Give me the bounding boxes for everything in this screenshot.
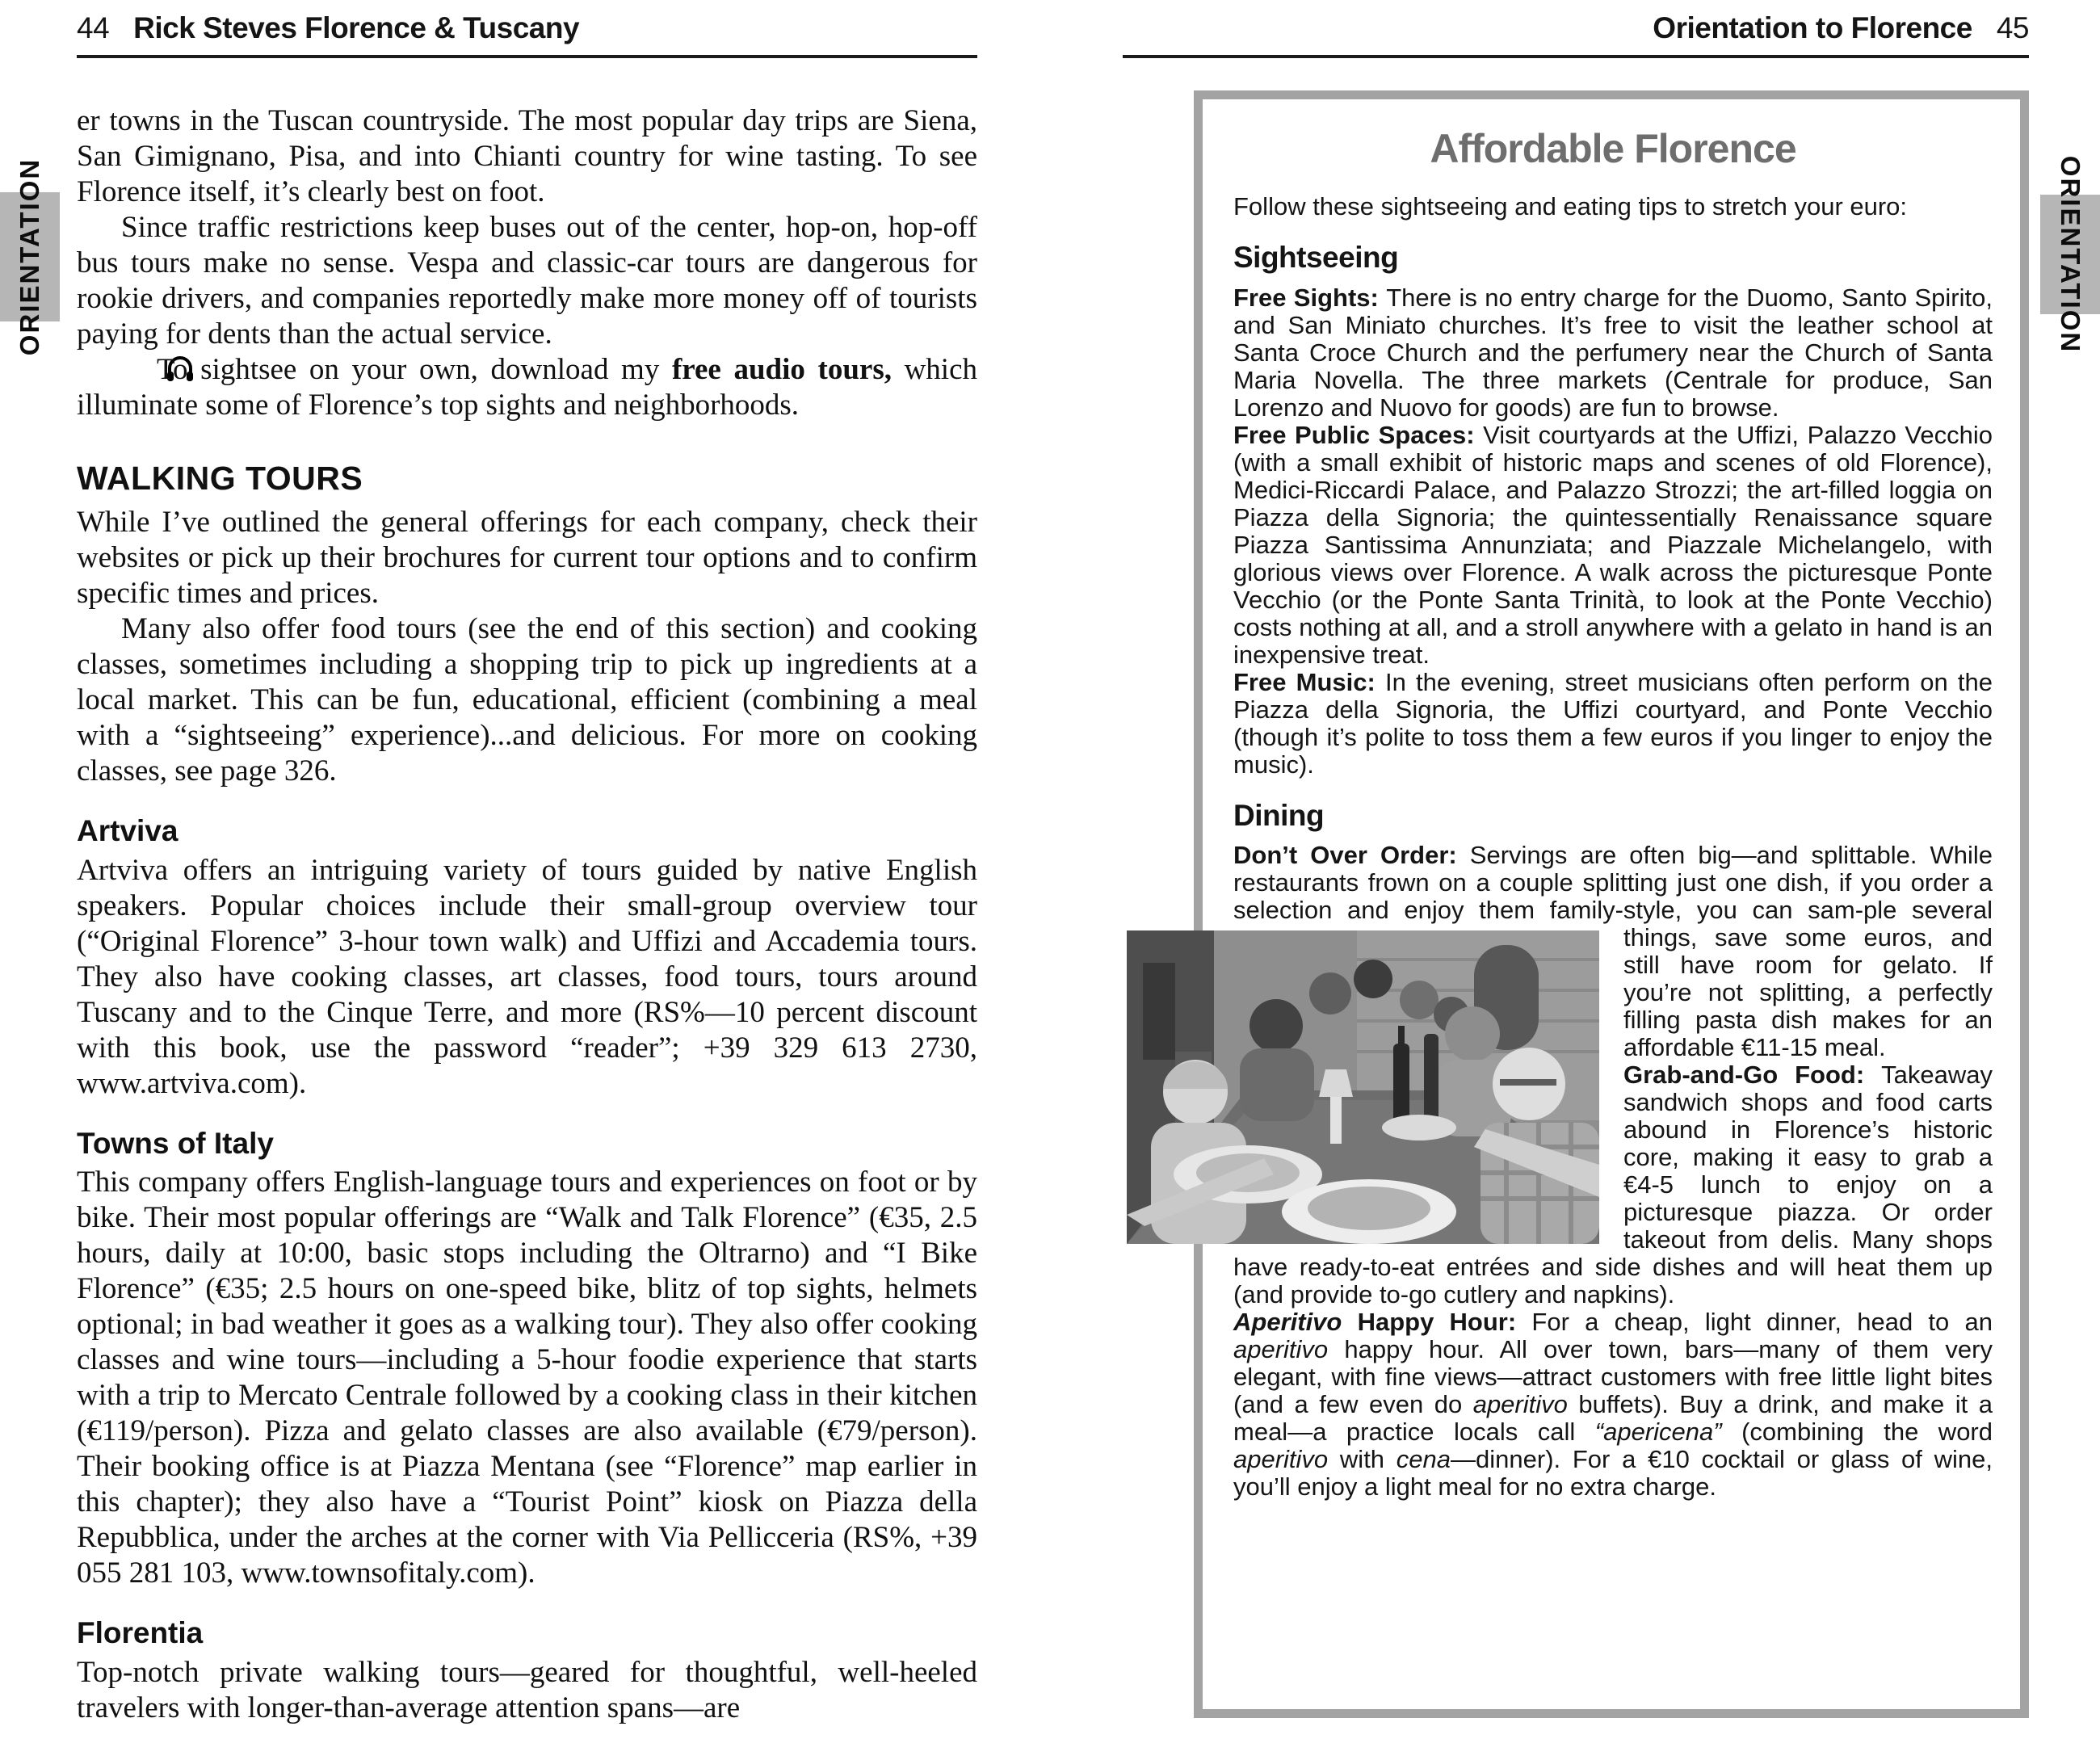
right-page [1123,11,2029,58]
orientation-tab-right-label: ORIENTATION [2056,155,2085,354]
heading-walking-tours: WALKING TOURS [77,460,363,497]
right-page-header-title: Orientation to Florence [1653,11,1972,44]
left-page-header [77,11,977,58]
box-intro: Follow these sightseeing and eating tips to stretch your euro: [1233,192,1908,221]
heading-florentia: Florentia [77,1616,204,1650]
paragraph-artviva: Artviva offers an intriguing variety of tours guided by native English speakers. Popular choices include their small-group overview tour (“Original Florence” 3-hour town walk) and Uffizi and Accademia tours. They also have cooking classes, art classes, food tours, tours around Tuscany and to the Cinque Terre, and more (RS%—10 percent discount with this book, use the password “reader”; +39 329 613 2730, www.artviva.com). [77,853,977,1100]
left-page [77,11,977,1726]
paragraph-food-tours: Many also offer food tours (see the end of this section) and cooking classes, sometimes including a shopping trip to pick up ingredients at a local market. This can be fun, educational, efficient (combining a meal with a “sightseeing” experience)...and delicious. For more on cooking classes, see page 326. [77,612,977,788]
paragraph-towns-of-italy: This company offers English-language tours and experiences on foot or by bike. Their most popular offerings are “Walk and Talk Florence” (€35, 2.5 hours, daily at 10:00, basic stops including the Oltrarno) and “I Bike Florence” (€35; 2.5 hours on one-speed bike, blitz of top sights, helmets optional; in bad weather it goes as a walking tour). They also offer cooking classes and wine tours—including a 5-hour foodie experience that starts with a trip to Mercato Centrale followed by a cooking class in their kitchen (€119/person). Pizza and gelato classes are also available (€79/person). Their booking office is at Piazza Mentana (see “Florence” map earlier in this chapter); they also have a “Tourist Point” kiosk on Piazza della Repubblica, under the arches at the corner with Via Pellicceria (RS%, +39 055 281 103, www.townsofitaly.com). [77,1166,977,1590]
paragraph-traffic: Since traffic restrictions keep buses out of the center, hop-on, hop-off bus tours make no sense. Vespa and classic-car tours are dangerous for rookie drivers, and companies reportedly make more money off of tourists paying for dents than the actual service. [77,211,977,351]
orientation-tab-left [0,158,60,356]
paragraph-walking-intro: While I’ve outlined the general offerings for each company, check their websites or pick up their brochures for current tour options and to confirm specific times and prices. [77,506,977,611]
paragraph-florentia: Top-notch private walking tours—geared for thoughtful, well-heeled travelers with longer-than-average attention spans—are [77,1656,977,1725]
paragraph-free-public-spaces: Free Public Spaces: Visit courtyards at the Uffizi, Palazzo Vecchio (with a small exhibit of historic maps and scenes of old Florence), Medici-Riccardi Palace, and Palazzo Strozzi; the art-filled loggia on Piazza della Signoria; the quintessentially Renaissance square Piazza Santissima Annunziata; and Piazzale Michelangelo, with glorious views over Florence. A walk across the picturesque Ponte Vecchio (or the Ponte Santa Trinità, to look at the Ponte Vecchio) costs nothing at all, and a stroll anywhere with a gelato in hand is an inexpensive treat. [1233,420,1993,669]
heading-towns-of-italy: Towns of Italy [77,1126,274,1160]
paragraph-free-sights: Free Sights: There is no entry charge for the Duomo, Santo Spirito, and San Miniato churches. It’s free to visit the leather school at Santa Croce Church and the perfumery near the Church of Santa Maria Novella. The three markets (Centrale for produce, San Lorenzo and Nuovo for goods) are fun to browse. [1233,283,1993,422]
box-title: Affordable Florence [1430,126,1796,171]
orientation-tab-right [2040,155,2100,354]
dining-group-photo [1127,930,1599,1244]
heading-dining: Dining [1233,798,1325,832]
left-page-body [77,103,977,1726]
left-page-number: 44 [77,11,110,44]
paragraph-aperitivo: Aperitivo Happy Hour: For a cheap, light dinner, head to an aperitivo happy hour. All over town, bars—many of them very elegant, with fine views—attract customers with free little light bites (and a few even do aperitivo buffets). Buy a drink, and make it a meal—a practice locals call “apericena” (combining the word aperitivo with cena—dinner). For a €10 cocktail or glass of wine, you’ll enjoy a light meal for no extra charge. [1233,1308,1993,1502]
paragraph-audio-tours [77,352,977,423]
orientation-tab-left-label: ORIENTATION [15,158,44,356]
paragraph-grab-and-go: Grab-and-Go Food: Takeaway sandwich shops and food carts abound in Florence’s historic core, making it easy to grab a €4-5 lunch to enjoy on a picturesque piazza. Or order takeout from delis. Many shops have ready-to-eat entrées and side dishes and will heat them up (and provide to-go cutlery and napkins). [1233,1061,1993,1309]
dont-over-order-text-before-photo: Don’t Over Order: Servings are often big—and splittable. While restaurants frown on a couple splitting just one dish, if you order a selection and enjoy them family-style, you can sam- [1233,841,1993,925]
right-page-header [1123,11,2029,58]
headphones-icon [121,355,150,382]
dont-over-order-text-after-photo: ple several things, save some euros, and still have room for gelato. If you’re not splitting, a perfectly filling pasta dish makes for an affordable €11-15 meal. [1623,896,1993,1062]
paragraph-audio-tours-text: To sightsee on your own, download my free audio tours, which illuminate some of Florence’s top sights and neighborhoods. [77,353,977,422]
right-page-number: 45 [1996,11,2029,44]
left-page-header-title: Rick Steves Florence & Tuscany [133,11,580,44]
heading-sightseeing: Sightseeing [1233,241,1399,274]
affordable-florence-box [1194,90,2029,1718]
paragraph-free-music: Free Music: In the evening, street musicians often perform on the Piazza della Signoria, the Uffizi courtyard, and Ponte Vecchio (though it’s polite to toss them a few euros if you linger to enjoy the music). [1233,667,1993,779]
paragraph-day-trips: er towns in the Tuscan countryside. The most popular day trips are Siena, San Gimignano, Pisa, and into Chianti country for wine tasting. To see Florence itself, it’s clearly best on foot. [77,104,977,208]
heading-artviva: Artviva [77,814,178,848]
paragraph-dont-over-order [1233,842,1993,1061]
